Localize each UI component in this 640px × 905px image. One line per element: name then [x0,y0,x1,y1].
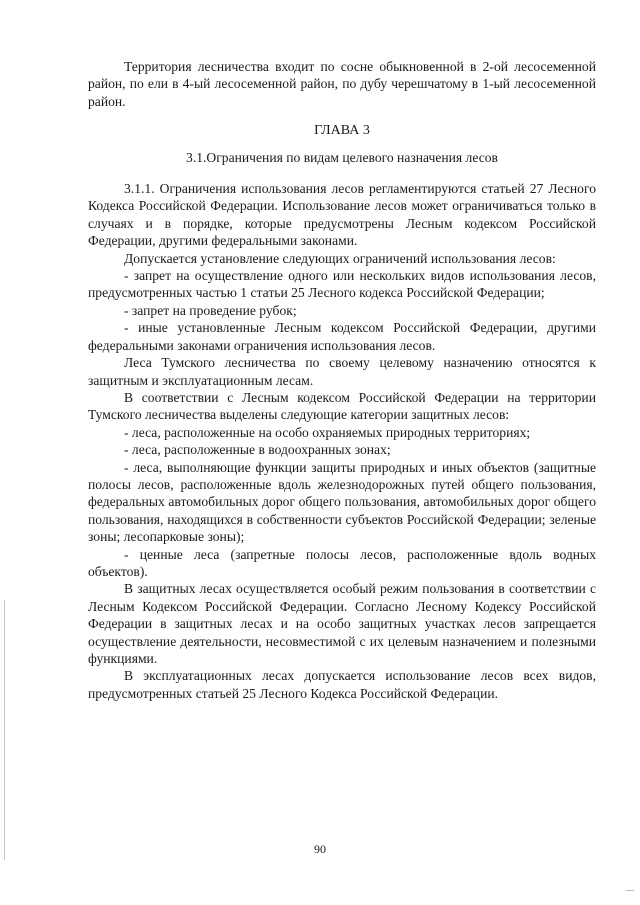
intro-paragraph: Территория лесничества входит по сосне обыкновенной в 2-ой лесосеменной район, по ели в 4-ый лесосеменной район, по дубу черешчатому в 1-ый лесосеменной район. [88,59,596,109]
list-item: - ценные леса (запретные полосы лесов, расположенные вдоль водных объектов). [88,546,596,579]
page-body [88,58,596,702]
list-item: - леса, расположенные на особо охраняемых природных территориях; [124,424,531,440]
page-number: 90 [314,842,326,856]
list-item: - леса, выполняющие функции защиты природных и иных объектов (защитные полосы лесов, расположенные вдоль железнодорожных путей общего пользования, федеральных автомобильных дорог общего пользования, автомобильных дорог общего пользования, находящихся в собственности субъектов Российской Федерации; зеленые зоны; лесопарковые зоны); [88,459,596,545]
list-item: - леса, расположенные в водоохранных зонах; [124,442,391,458]
paragraph: 3.1.1. Ограничения использования лесов регламентируются статьей 27 Лесного Кодекса Российской Федерации. Использование лесов может ограничиваться только в случаях и в порядке, которые предусмотрены Лесным кодексом Российской Федерации, другими федеральными законами. [88,181,596,249]
paragraph: В защитных лесах осуществляется особый режим пользования в соответствии с Лесным Кодексом Российской Федерации. Согласно Лесному Кодексу Российской Федерации в защитных лесах и на особо защитных участках лесов запрещается осуществление деятельности, несовместимой с их целевым назначением и полезными функциями. [88,581,596,666]
scan-corner-mark [626,890,634,891]
list-item: - запрет на осуществление одного или нескольких видов использования лесов, предусмотренных частью 1 статьи 25 Лесного кодекса Российской Федерации; [88,268,596,301]
paragraph: Допускается установление следующих ограничений использования лесов: [124,250,556,266]
list-item: - запрет на проведение рубок; [124,302,297,318]
list-item: - иные установленные Лесным кодексом Российской Федерации, другими федеральными законами ограничения использования лесов. [88,320,596,353]
paragraph: В соответствии с Лесным кодексом Российской Федерации на территории Тумского лесничества выделены следующие категории защитных лесов: [88,389,596,423]
paragraph: Леса Тумского лесничества по своему целевому назначению относятся к защитным и эксплуатационным лесам. [88,355,596,388]
paragraph: В эксплуатационных лесах допускается использование лесов всех видов, предусмотренных статьей 25 Лесного Кодекса Российской Федерации. [88,668,596,701]
scan-margin-line [4,600,5,860]
section-title: 3.1.Ограничения по видам целевого назначения лесов [186,149,498,165]
chapter-title: ГЛАВА 3 [314,123,370,139]
